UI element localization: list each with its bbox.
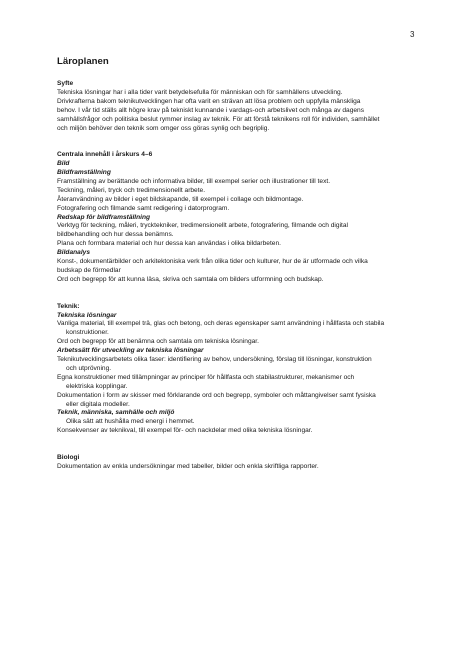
document-body	[57, 56, 423, 472]
content-line: elektriska kopplingar.	[66, 382, 128, 390]
content-line: Ord och begrepp för att benämna och samtala om tekniska lösningar.	[57, 338, 259, 346]
content-line: Plana och formbara material och hur dessa kan användas i olika bildarbeten.	[57, 240, 281, 248]
content-line: Konsekvenser av teknikval, till exempel för- och nackdelar med olika tekniska lösningar.	[57, 427, 313, 435]
content-line: Teckning, måleri, tryck och tredimensionellt arbete.	[57, 186, 206, 194]
section-teknik	[57, 303, 423, 437]
content-line: konstruktioner.	[66, 329, 109, 337]
paragraph-line: behov. I vår tid ställs allt högre krav på tekniskt kunnande i vardags-och arbetslivet och många av dagens	[57, 106, 365, 114]
content-line: Vanliga material, till exempel trä, glas och betong, och deras egenskaper samt användning i hållfasta och stabila	[57, 320, 385, 328]
section-heading-biologi: Biologi	[57, 453, 80, 461]
content-line: eller digitala modeller.	[66, 400, 130, 408]
content-line: Dokumentation i form av skisser med förklarande ord och begrepp, symboler och måttangivelser samt fysiska	[57, 391, 376, 399]
content-line: Framställning av berättande och informativa bilder, till exempel serier och illustrationer till text.	[57, 177, 331, 185]
paragraph-line: samhällsfrågor och politiska beslut rymmer inslag av teknik. För att förstå teknikens roll för individen, samhället	[57, 115, 380, 123]
paragraph-line: Drivkrafterna bakom teknikutvecklingen har ofta varit en strävan att lösa problem och uppfylla mänskliga	[57, 97, 361, 105]
section-centralt-innehall	[57, 151, 423, 285]
section-heading-syfte: Syfte	[57, 80, 74, 87]
section-heading-centralt: Centrala innehåll i årskurs 4–6	[57, 151, 153, 159]
content-line: Olika sätt att hushålla med energi i hemmet.	[66, 418, 195, 426]
section-biologi	[57, 454, 423, 472]
paragraph-line: Tekniska lösningar har i alla tider varit betydelsefulla för människan och för samhällens utveckling.	[57, 88, 343, 96]
subheading-bild: Bild	[57, 160, 70, 168]
content-line: bildbehandling och hur dessa benämns.	[57, 231, 174, 239]
page-title: Läroplanen	[57, 56, 109, 67]
content-line: Teknikutvecklingsarbetets olika faser: identifiering av behov, undersökning, förslag till lösningar, konstruktion	[57, 356, 372, 364]
content-line: Verktyg för teckning, måleri, trycktekniker, tredimensionellt arbete, fotografering, filmande och digital	[57, 222, 348, 230]
page-number: 3	[410, 30, 415, 39]
content-line: Dokumentation av enkla undersökningar med tabeller, bilder och enkla skriftliga rapporter.	[57, 462, 319, 470]
section-syfte	[57, 80, 423, 133]
subheading-bildframstallning: Bildframställning	[57, 169, 111, 177]
section-heading-teknik: Teknik:	[57, 302, 80, 310]
subheading-tekniska-losningar: Tekniska lösningar	[57, 311, 117, 319]
content-line: Egna konstruktioner med tillämpningar av principer för hållfasta och stabilastrukturer, mekanismer och	[57, 373, 355, 381]
paragraph-line: och miljön behöver den teknik som omger oss göras synlig och begriplig.	[57, 124, 270, 132]
content-line: Konst-, dokumentärbilder och arkitektoniska verk från olika tider och kulturer, hur de är utformade och vilka	[57, 258, 368, 266]
subheading-bildanalys: Bildanalys	[57, 249, 90, 257]
content-line: budskap de förmedlar	[57, 267, 121, 274]
content-line: Fotografering och filmande samt redigering i datorprogram.	[57, 204, 230, 212]
subheading-arbetssatt: Arbetssätt för utveckling av tekniska lösningar	[57, 347, 204, 355]
subheading-teknik-manniska: Teknik, människa, samhälle och miljö	[57, 409, 175, 417]
subheading-redskap: Redskap för bildframställning	[57, 213, 151, 221]
content-line: och utprövning.	[66, 364, 112, 372]
content-line: Återanvändning av bilder i eget bildskapande, till exempel i collage och bildmontage.	[57, 195, 304, 203]
content-line: Ord och begrepp för att kunna läsa, skriva och samtala om bilders utformning och budskap.	[57, 275, 324, 283]
